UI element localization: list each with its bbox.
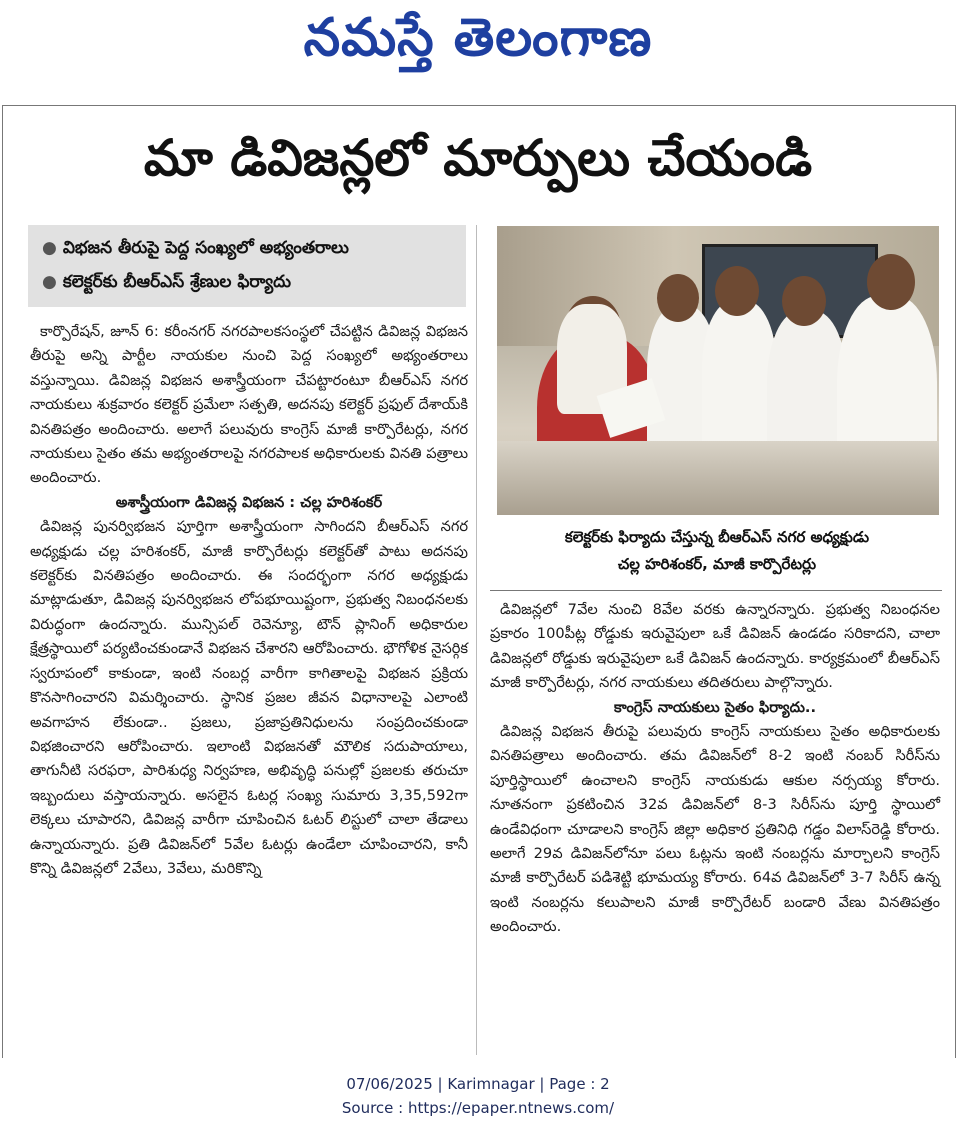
subheading: అశాస్త్రీయంగా డివిజన్ల విభజన : చల్ల హరిశంకర్ [115, 493, 383, 511]
footer-date-edition: 07/06/2025 | Karimnagar | Page : 2 [346, 1075, 610, 1093]
caption-divider [490, 590, 942, 591]
body-paragraph: డివిజన్ల విభజన తీరుపై పలువురు కాంగ్రెస్ నాయకులు సైతం అధికారులకు వినతిపత్రాలు అందించారు. తమ డివిజన్‌లో 8-2 ఇంటి నంబర్ సిరీస్‌ను పూర్తిస్థాయిలో ఉంచాలని కాంగ్రెస్ నాయకుడు ఆకుల నర్సయ్య కోరారు. నూతనంగా ప్రకటించిన 32వ డివిజన్‌లో 8-3 సిరీస్‌ను పూర్తి స్థాయిలో ఉండేవిధంగా చూడాలని కాంగ్రెస్ జిల్లా అధికార ప్రతినిధి గడ్డం విలాస్‌రెడ్డి కోరారు. అలాగే 29వ డివిజన్‌లోనూ పలు ఓట్లను ఇంటి నంబర్లను మార్చాలని కాంగ్రెస్ మాజీ కార్పొరేటర్ పడిశెట్టి భూమయ్య కోరారు. 64వ డివిజన్‌లో 3-7 సిరీస్ ఉన్న ఇంటి నంబర్లను కలుపాలని మాజీ కార్పొరేటర్ బండారి వేణు వినతిపత్రం అందించారు. [490, 723, 940, 936]
subheading: కాంగ్రెస్ నాయకులు సైతం ఫిర్యాదు.. [613, 698, 817, 716]
photo-person-head [657, 274, 699, 322]
photo-person-head [867, 254, 915, 310]
photo-person-head [782, 276, 826, 326]
body-paragraph: డివిజన్ల పునర్విభజన పూర్తిగా అశాస్త్రీయంగా సాగిందని బీఆర్‌ఎస్ నగర అధ్యక్షుడు చల్ల హరిశంకర్, మాజీ కార్పొరేటర్లు కలెక్టర్‌తో పాటు అదనపు కలెక్టర్‌కు వినతిపత్రం అందించారు. ఈ సందర్భంగా నగర అధ్యక్షుడు మాట్లాడుతూ, డివిజన్ల పునర్విభజన లోపభూయిష్టంగా, ప్రభుత్వ నిబంధనలకు విరుద్ధంగా ఉందన్నారు. మున్సిపల్ రెవెన్యూ, టౌన్ ప్లానింగ్ అధికారుల క్షేత్రస్థాయిలో పర్యటించకుండానే విభజన చేశారని ఆరోపించారు. భౌగోళిక నైసర్గిక స్వరూపంలో కాకుండా, ఇంటి నంబర్ల వారీగా కాగితాలపై విభజన ప్రక్రియ కొనసాగించారని విమర్శించారు. స్థానిక ప్రజల జీవన విధానాలపై ఎలాంటి అవగాహన లేకుండా.. ప్రజలు, ప్రజాప్రతినిధులను సంప్రదించకుండా విభజించారని ఆరోపించారు. ఇలాంటి విభజనతో మౌలిక సదుపాయాలు, తాగునీటి సరఫరా, పారిశుధ్య నిర్వహణ, అభివృద్ధి పనుల్లో ప్రజలకు తరుచూ ఇబ్బందులు వస్తాయన్నారు. అసలైన ఓటర్ల సంఖ్య సుమారు 3,35,592గా లెక్కలు చూపారని, డివిజన్ల వారీగా చూపించిన ఓటర్ లిస్టులో చాలా తేడాలు ఉన్నాయన్నారు. ప్రతి డివిజన్‌లో 5వేల ఓటర్లు ఉండేలా చూపించారని, కానీ కొన్ని డివిజన్లలో 2వేలు, 3వేలు, మరికొన్ని [30, 518, 468, 877]
highlight-text: విభజన తీరుపై పెద్ద సంఖ్యలో అభ్యంతరాలు [62, 238, 349, 258]
highlights-box [28, 225, 466, 307]
caption-line: కలెక్టర్‌కు ఫిర్యాదు చేస్తున్న బీఆర్‌ఎస్ నగర అధ్యక్షుడు [564, 528, 870, 546]
page-footer [0, 1072, 956, 1120]
photo-table [497, 441, 939, 515]
highlight-item [42, 235, 349, 261]
highlight-item [42, 269, 291, 295]
right-column [490, 598, 940, 940]
caption-line: చల్ల హరిశంకర్, మాజీ కార్పొరేటర్లు [617, 555, 817, 573]
footer-source: Source : https://epaper.ntnews.com/ [341, 1099, 615, 1117]
photo-person-head [715, 266, 759, 316]
body-paragraph: డివిజన్లలో 7వేల నుంచి 8వేల వరకు ఉన్నారన్నారు. ప్రభుత్వ నిబంధనల ప్రకారం 100పీట్ల రోడ్డుకు ఇరువైపులా ఒకే డివిజన్ ఉండడం సరికాదని, చాలా డివిజన్లలో రోడ్డుకు ఇరువైపులా ఒకే డివిజన్ ఉందన్నారు. కార్యక్రమంలో బీఆర్‌ఎస్ మాజీ కార్పొరేటర్లు, నగర నాయకులు తదితరులు పాల్గొన్నారు. [490, 601, 940, 692]
highlight-text: కలెక్టర్‌కు బీఆర్‌ఎస్ శ్రేణుల ఫిర్యాదు [62, 272, 292, 292]
masthead [0, 0, 956, 80]
left-column [30, 320, 468, 881]
bullet-icon: ● [42, 238, 57, 258]
article-headline: మా డివిజన్లలో మార్పులు చేయండి [143, 129, 813, 187]
news-photo [497, 226, 939, 515]
body-paragraph: కార్పొరేషన్, జూన్ 6: కరీంనగర్ నగరపాలకసంస్థలో చేపట్టిన డివిజన్ల విభజన తీరుపై అన్ని పార్టీల నాయకుల నుంచి పెద్ద సంఖ్యలో అభ్యంతరాలు వస్తున్నాయి. డివిజన్ల విభజన అశాస్త్రీయంగా చేపట్టారంటూ బీఆర్‌ఎస్ నగర నాయకులు శుక్రవారం కలెక్టర్ ప్రమేలా సత్పతి, అదనపు కలెక్టర్ ప్రఫుల్ దేశాయ్‌కి వినతిపత్రం అందించారు. అలాగే పలువురు కాంగ్రెస్ మాజీ కార్పొరేటర్లు, నగర నాయకులు సైతం తమ అభ్యంతరాలపై నగరపాలక అధికారులకు వినతి పత్రాలు అందించారు. [30, 323, 468, 487]
column-divider [476, 225, 477, 1055]
newspaper-logo-title: నమస్తే తెలంగాణ [303, 8, 653, 68]
photo-caption [490, 524, 944, 578]
bullet-icon: ● [42, 272, 57, 292]
